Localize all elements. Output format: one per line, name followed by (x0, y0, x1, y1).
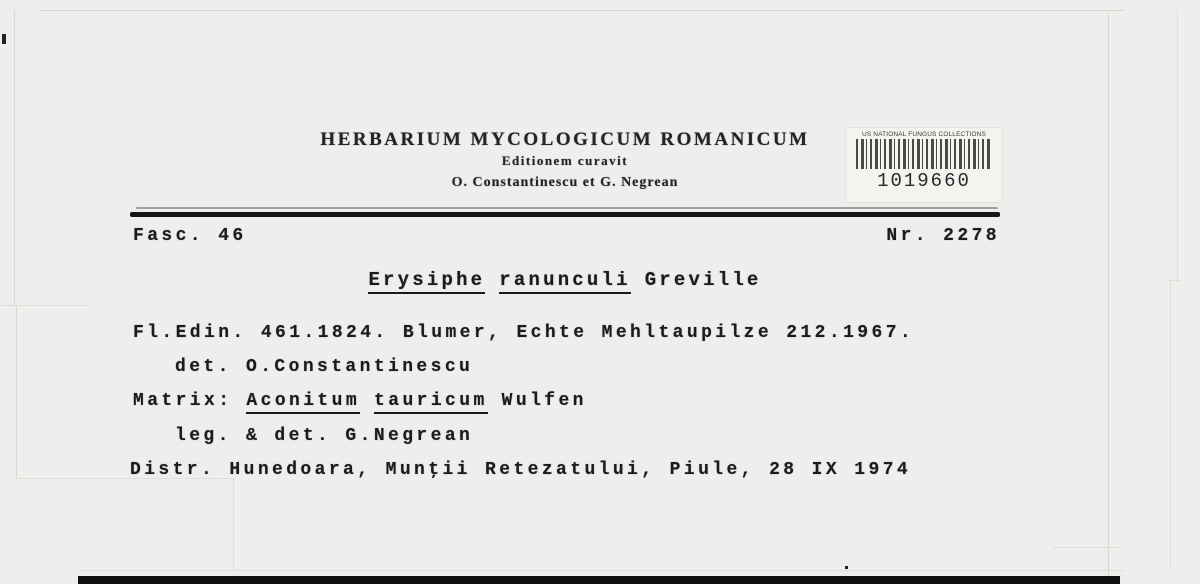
scan-speck (2, 34, 6, 44)
series-subtitle: Editionem curavit (501, 153, 629, 168)
paper-edge-bottom (78, 570, 1123, 571)
host-author: Wulfen (501, 391, 587, 411)
scan-speck (845, 566, 848, 569)
species-genus: Erysiphe (368, 269, 485, 294)
scanner-band (78, 576, 1120, 584)
collection-line: leg. & det. G.Negrean (175, 426, 474, 446)
reference-line: Fl.Edin. 461.1824. Blumer, Echte Mehltaupilze 212.1967. (133, 323, 915, 343)
matrix-line (133, 391, 587, 411)
paper-edge-bottom-right-corner (1053, 547, 1120, 548)
barcode-sticker (845, 127, 1003, 203)
paper-edge-top (40, 10, 1125, 11)
fascicle-row (133, 226, 1000, 246)
paper-edge-right-lower (1170, 280, 1171, 570)
locality-line: Distr. Hunedoara, Munţii Retezatului, Piule, 28 IX 1974 (130, 460, 912, 480)
paper-edge-left-notch (0, 305, 90, 306)
species-author: Greville (644, 269, 762, 291)
series-title: HERBARIUM MYCOLOGICUM ROMANICUM (320, 129, 810, 150)
paper-edge-left-upper (14, 10, 15, 305)
fascicle-number: Fasc. 46 (133, 226, 247, 246)
series-editors: O. Constantinescu et G. Negrean (451, 175, 679, 190)
paper-edge-bottom-left-v (233, 478, 234, 570)
barcode-institution: US NATIONAL FUNGUS COLLECTIONS (862, 131, 986, 138)
header-rule-thin (136, 207, 998, 209)
species-line (130, 269, 1000, 291)
paper-edge-left-lower (16, 306, 17, 478)
host-genus: Aconitum (246, 391, 360, 414)
paper-edge-right-outer (1177, 10, 1178, 280)
specimen-number: Nr. 2278 (886, 226, 1000, 246)
determination-line: det. O.Constantinescu (175, 357, 474, 377)
header-rule-thick (130, 212, 1000, 217)
matrix-label: Matrix: (133, 391, 233, 411)
species-epithet: ranunculi (499, 269, 630, 294)
paper-edge-right-inner (1108, 12, 1109, 584)
barcode-icon (856, 139, 992, 169)
host-epithet: tauricum (374, 391, 488, 414)
barcode-number: 1019660 (877, 170, 971, 192)
